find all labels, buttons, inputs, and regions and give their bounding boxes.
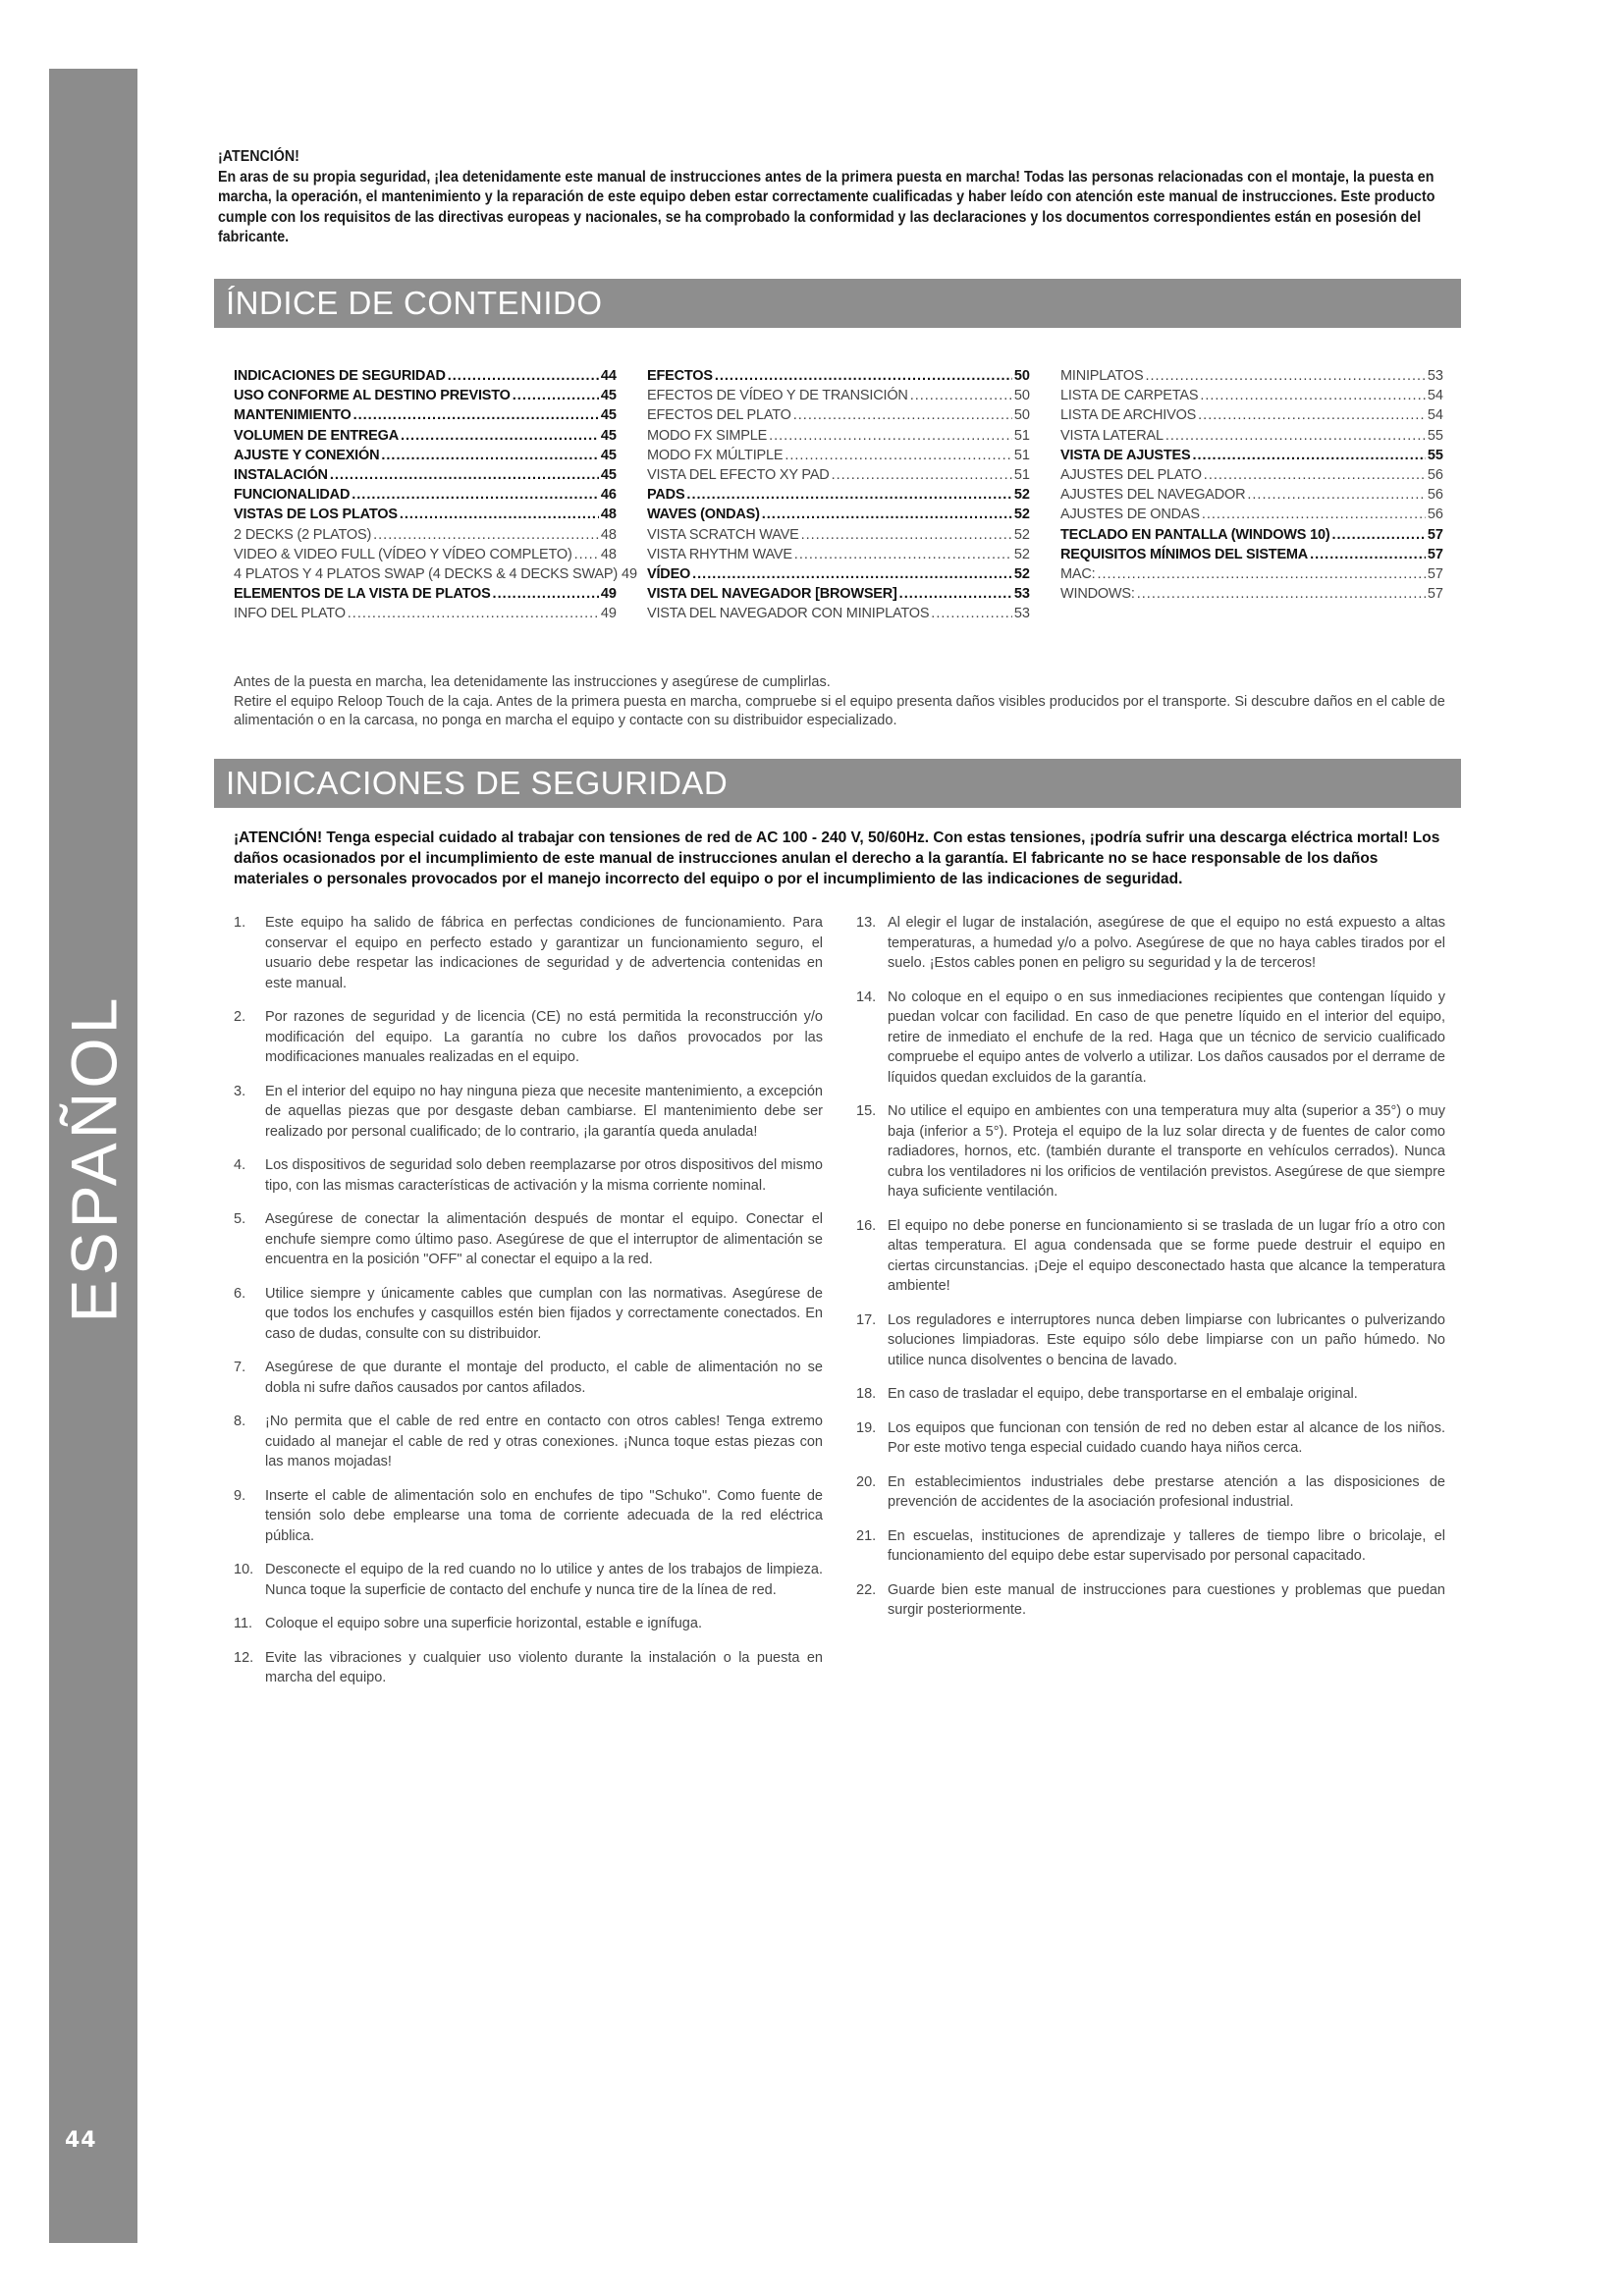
toc-entry-page: 57 <box>1427 526 1443 543</box>
intro-heading: ¡ATENCIÓN! <box>218 148 299 165</box>
toc-entry <box>647 584 1030 604</box>
toc-column-3 <box>1060 366 1443 624</box>
safety-item-text: En el interior del equipo no hay ninguna pieza que necesite mantenimiento, a excepción de aquellas piezas que por desgaste deban cambiarse. El mantenimiento debe ser realizado por personal cualificado; de lo contrario, ¡la garantía queda anulada! <box>265 1083 823 1140</box>
safety-item-number: 3. <box>234 1083 246 1099</box>
toc-leader-dots <box>400 505 599 524</box>
safety-item-text: En establecimientos industriales debe prestarse atención a las disposiciones de prevención de accidentes de la asociación profesional industrial. <box>888 1473 1445 1510</box>
toc-leader-dots <box>381 446 599 465</box>
toc-entry <box>1060 426 1443 446</box>
toc-entry-label: INFO DEL PLATO <box>234 606 346 622</box>
toc-entry-label: VISTA DE AJUSTES <box>1060 447 1191 463</box>
safety-item-text: El equipo no debe ponerse en funcionamiento si se traslada de un lugar frío a otro con altas temperatura. El agua condensada que se forme puede destruir el equipo en ciertas circunstancias. ¡Deje el equipo desconectado hasta que alcance la temperatura ambiente! <box>888 1217 1445 1294</box>
toc-entry-label: PADS <box>647 487 685 504</box>
toc-entry-label: AJUSTES DEL PLATO <box>1060 467 1202 484</box>
safety-item-text: Evite las vibraciones y cualquier uso violento durante la instalación o la puesta en marcha del equipo. <box>265 1649 823 1685</box>
toc-leader-dots <box>715 366 1012 386</box>
toc-entry <box>647 465 1030 485</box>
safety-item-text: Los reguladores e interruptores nunca deben limpiarse con lubricantes o pulverizando soluciones limpiadoras. Este equipo sólo debe limpiarse con un paño húmedo. No utilice nunca disolventes o bencina de lavado. <box>888 1311 1445 1368</box>
toc-entry <box>234 485 617 505</box>
toc-leader-dots <box>352 485 599 505</box>
toc-leader-dots <box>1137 584 1426 604</box>
safety-item-text: No utilice el equipo en ambientes con una temperatura muy alta (superior a 35°) o muy baja (inferior a 5°). Proteja el equipo de la luz solar directa y de fuentes de calor como radiadores, hornos, etc. (también durante el transporte en vehículos cerrados). Nunca cubra los ventiladores ni los orificios de ventilación previstos. Asegúrese de que siempre haya suficiente ventilación. <box>888 1103 1445 1200</box>
safety-item-text: Al elegir el lugar de instalación, asegúrese de que el equipo no está expuesto a altas temperaturas, a humedad y/o a polvo. Asegúrese de que no haya cables tirados por el suelo. ¡Estos cables ponen en peligro su seguridad y la de terceros! <box>888 915 1445 971</box>
safety-item-number: 9. <box>234 1487 246 1504</box>
toc-title: ÍNDICE DE CONTENIDO <box>214 279 1461 328</box>
safety-item <box>234 1648 823 1688</box>
safety-item <box>856 913 1445 974</box>
pre-start-line-1: Antes de la puesta en marcha, lea detenidamente las instrucciones y asegúrese de cumplirlas. <box>234 674 831 690</box>
toc-leader-dots <box>794 545 1012 564</box>
toc-leader-dots <box>401 426 599 446</box>
toc-entry-page: 45 <box>600 427 617 444</box>
toc-entry <box>1060 465 1443 485</box>
safety-item-text: Coloque el equipo sobre una superficie horizontal, estable e ignífuga. <box>265 1616 702 1631</box>
toc-leader-dots <box>1204 465 1426 485</box>
table-of-contents <box>234 366 1443 624</box>
toc-entry-page: 51 <box>1013 467 1030 484</box>
toc-entry <box>234 405 617 425</box>
toc-leader-dots <box>1165 426 1426 446</box>
toc-entry-page: 54 <box>1427 388 1443 404</box>
toc-entry-label: VISTAS DE LOS PLATOS <box>234 507 398 523</box>
toc-entry <box>1060 545 1443 564</box>
toc-entry-label: VÍDEO <box>647 566 691 583</box>
toc-entry-label: AJUSTES DEL NAVEGADOR <box>1060 487 1246 504</box>
toc-leader-dots <box>769 426 1012 446</box>
toc-entry <box>234 366 617 386</box>
safety-item <box>856 1526 1445 1567</box>
toc-entry-label: FUNCIONALIDAD <box>234 487 351 504</box>
toc-entry-page: 45 <box>600 407 617 424</box>
safety-item <box>856 1384 1445 1405</box>
safety-item-number: 15. <box>856 1103 877 1119</box>
toc-entry-page: 55 <box>1427 447 1443 463</box>
toc-entry-label: WINDOWS: <box>1060 586 1135 603</box>
toc-entry-page: 57 <box>1427 546 1443 562</box>
safety-item-text: Utilice siempre y únicamente cables que cumplan con las normativas. Asegúrese de que todos los enchufes y casquillos estén bien fijados y correctamente conectados. En caso de dudas, consulte con su distribuidor. <box>265 1285 823 1342</box>
toc-entry-page: 57 <box>1427 586 1443 603</box>
safety-item-number: 5. <box>234 1211 246 1227</box>
toc-leader-dots <box>513 386 599 405</box>
safety-item-number: 22. <box>856 1581 877 1598</box>
toc-leader-dots <box>448 366 599 386</box>
safety-item <box>234 1560 823 1600</box>
toc-entry <box>234 505 617 524</box>
toc-entry-page: 52 <box>1013 546 1030 562</box>
toc-entry-page: 52 <box>1013 566 1030 583</box>
toc-leader-dots <box>574 545 599 564</box>
page-number: 44 <box>65 2128 97 2153</box>
toc-entry <box>234 426 617 446</box>
toc-entry <box>647 426 1030 446</box>
safety-item-text: Los equipos que funcionan con tensión de red no deben estar al alcance de los niños. Por este motivo tenga especial cuidado cuando haya niños cerca. <box>888 1419 1445 1456</box>
toc-leader-dots <box>493 584 599 604</box>
toc-leader-dots <box>1247 485 1425 505</box>
pre-start-notes <box>234 673 1451 731</box>
toc-entry <box>1060 405 1443 425</box>
toc-entry <box>234 564 638 584</box>
safety-item-text: En caso de trasladar el equipo, debe transportarse en el embalaje original. <box>888 1386 1358 1402</box>
toc-entry-page: 54 <box>1427 407 1443 424</box>
toc-entry <box>1060 505 1443 524</box>
toc-entry <box>1060 386 1443 405</box>
safety-title: INDICACIONES DE SEGURIDAD <box>214 759 1461 808</box>
safety-item-text: Por razones de seguridad y de licencia (CE) no está permitida la reconstrucción y/o modificación del equipo. La garantía no cubre los daños provocados por las modificaciones manuales realizadas en el equipo. <box>265 1009 823 1065</box>
toc-entry-label: AJUSTE Y CONEXIÓN <box>234 447 380 463</box>
safety-item-number: 2. <box>234 1009 246 1025</box>
safety-item-text: Desconecte el equipo de la red cuando no lo utilice y antes de los trabajos de limpieza. Nunca toque la superficie de contacto del enchufe y nunca tire de la línea de red. <box>265 1562 823 1598</box>
safety-item-text: Asegúrese de conectar la alimentación después de montar el equipo. Conectar el enchufe siempre como último paso. Asegúrese de que el interruptor de alimentación se encuentra en la posición "OFF" al conectar el equipo a la red. <box>265 1211 823 1267</box>
safety-item-text: Inserte el cable de alimentación solo en enchufes de tipo "Schuko". Como fuente de tensión solo debe emplearse una toma de corriente adecuada de la red eléctrica pública. <box>265 1487 823 1544</box>
toc-leader-dots <box>348 604 599 623</box>
toc-entry <box>234 604 617 623</box>
toc-entry <box>647 405 1030 425</box>
safety-item <box>234 1358 823 1398</box>
safety-item <box>234 1209 823 1270</box>
toc-entry-page: 53 <box>1427 368 1443 384</box>
toc-leader-dots <box>1097 564 1425 584</box>
safety-item <box>234 1486 823 1547</box>
toc-entry <box>647 366 1030 386</box>
toc-entry-page: 53 <box>1013 606 1030 622</box>
toc-entry <box>234 386 617 405</box>
toc-entry-page: 56 <box>1427 507 1443 523</box>
toc-entry-label: WAVES (ONDAS) <box>647 507 760 523</box>
toc-entry <box>1060 525 1443 545</box>
toc-entry-page: 56 <box>1427 487 1443 504</box>
toc-entry-page: 57 <box>1427 566 1443 583</box>
safety-list-right <box>856 913 1445 1634</box>
safety-item-number: 12. <box>234 1649 254 1666</box>
toc-leader-dots <box>801 525 1012 545</box>
safety-item <box>234 1007 823 1068</box>
toc-entry <box>647 604 1030 623</box>
toc-entry-label: EFECTOS <box>647 368 713 384</box>
toc-leader-dots <box>1192 446 1425 465</box>
toc-entry-label: ELEMENTOS DE LA VISTA DE PLATOS <box>234 586 491 603</box>
toc-leader-dots <box>330 465 599 485</box>
toc-leader-dots <box>1202 505 1426 524</box>
toc-entry-page: 52 <box>1013 487 1030 504</box>
safety-item <box>234 1614 823 1634</box>
toc-entry-page: 52 <box>1013 526 1030 543</box>
toc-entry-label: LISTA DE ARCHIVOS <box>1060 407 1197 424</box>
safety-item-number: 1. <box>234 915 246 931</box>
safety-item-number: 17. <box>856 1311 877 1328</box>
toc-entry <box>234 584 617 604</box>
toc-entry-label: MAC: <box>1060 566 1096 583</box>
toc-entry-label: VISTA LATERAL <box>1060 427 1164 444</box>
toc-leader-dots <box>910 386 1012 405</box>
toc-entry-page: 49 <box>600 586 617 603</box>
toc-entry-page: 48 <box>600 507 617 523</box>
toc-entry-page: 53 <box>1013 586 1030 603</box>
toc-entry-label: VISTA RHYTHM WAVE <box>647 546 792 562</box>
toc-leader-dots <box>1331 525 1425 545</box>
toc-entry <box>647 505 1030 524</box>
safety-item <box>234 1082 823 1143</box>
safety-list-left <box>234 913 823 1702</box>
pre-start-line-2: Retire el equipo Reloop Touch de la caja. Antes de la primera puesta en marcha, compruebe si el equipo presenta daños visibles producidos por el transporte. Si descubre daños en el cable de alimentación o en la carcasa, no ponga en marcha el equipo y contacte con su distribuidor especializado. <box>234 693 1445 728</box>
safety-item <box>234 1284 823 1345</box>
toc-entry <box>647 446 1030 465</box>
toc-entry-label: 4 PLATOS Y 4 PLATOS SWAP (4 DECKS & 4 DECKS SWAP) <box>234 566 618 583</box>
toc-entry-page: 50 <box>1013 368 1030 384</box>
safety-item-text: Asegúrese de que durante el montaje del producto, el cable de alimentación no se dobla ni sufre daños causados por cantos afilados. <box>265 1360 823 1396</box>
safety-item-text: Guarde bien este manual de instrucciones para cuestiones y problemas que puedan surgir posteriormente. <box>888 1581 1445 1618</box>
intro-text: En aras de su propia seguridad, ¡lea detenidamente este manual de instrucciones antes de la primera puesta en marcha! Todas las personas relacionadas con el montaje, la puesta en marcha, la operación, el mantenimiento y la reparación de este equipo deben estar correctamente cualificadas y haber leído con atención este manual de instrucciones. Este producto cumple con los requisitos de las directivas europeas y nacionales, se ha comprobado la conformidad y las declaraciones y los documentos correspondientes están en posesión del fabricante. <box>218 168 1435 245</box>
toc-entry-page: 45 <box>600 467 617 484</box>
safety-item <box>856 1418 1445 1459</box>
toc-entry-label: EFECTOS DEL PLATO <box>647 407 791 424</box>
toc-entry <box>1060 485 1443 505</box>
toc-entry-page: 51 <box>1013 447 1030 463</box>
safety-item-text: Este equipo ha salido de fábrica en perfectas condiciones de funcionamiento. Para conservar el equipo en perfecto estado y garantizar un funcionamiento seguro, el usuario debe respetar las indicaciones de seguridad y de advertencia contenidas en este manual. <box>265 915 823 991</box>
toc-entry-page: 50 <box>1013 407 1030 424</box>
toc-entry-label: INDICACIONES DE SEGURIDAD <box>234 368 446 384</box>
safety-item-number: 20. <box>856 1473 877 1490</box>
toc-leader-dots <box>899 584 1012 604</box>
toc-entry-label: LISTA DE CARPETAS <box>1060 388 1199 404</box>
toc-column-1 <box>234 366 638 624</box>
safety-item-text: No coloque en el equipo o en sus inmediaciones recipientes que contengan líquido y puedan volcar con facilidad. En caso de que penetre líquido en el interior del equipo, retire de inmediato el enchufe de la red. Haga que un técnico de servicio cualificado compruebe el equipo antes de volverlo a utilizar. Los daños causados por el derrame de líquidos quedan excluidos de la garantía. <box>888 988 1445 1086</box>
sidebar-language-label: ESPAÑOL <box>57 993 130 1323</box>
toc-leader-dots <box>931 604 1012 623</box>
safety-item-number: 18. <box>856 1386 877 1402</box>
toc-leader-dots <box>785 446 1012 465</box>
toc-entry-page: 51 <box>1013 427 1030 444</box>
toc-leader-dots <box>1145 366 1425 386</box>
toc-entry <box>1060 584 1443 604</box>
toc-entry-page: 49 <box>621 566 638 583</box>
safety-item-number: 14. <box>856 988 877 1005</box>
toc-entry <box>1060 366 1443 386</box>
safety-item-number: 11. <box>234 1616 253 1631</box>
toc-entry-label: VOLUMEN DE ENTREGA <box>234 427 399 444</box>
toc-leader-dots <box>1310 545 1426 564</box>
toc-entry-page: 50 <box>1013 388 1030 404</box>
toc-entry-label: VISTA SCRATCH WAVE <box>647 526 799 543</box>
toc-entry-label: AJUSTES DE ONDAS <box>1060 507 1200 523</box>
safety-item-number: 7. <box>234 1360 246 1375</box>
toc-entry <box>234 545 617 564</box>
safety-item <box>856 1310 1445 1371</box>
toc-entry-page: 48 <box>600 546 617 562</box>
toc-leader-dots <box>793 405 1012 425</box>
toc-entry-label: MANTENIMIENTO <box>234 407 352 424</box>
toc-entry-label: MODO FX MÚLTIPLE <box>647 447 784 463</box>
safety-item-number: 4. <box>234 1157 246 1173</box>
toc-entry-page: 55 <box>1427 427 1443 444</box>
toc-entry <box>647 386 1030 405</box>
safety-item <box>234 1412 823 1472</box>
toc-entry <box>1060 564 1443 584</box>
toc-entry-page: 56 <box>1427 467 1443 484</box>
toc-entry-label: 2 DECKS (2 PLATOS) <box>234 526 372 543</box>
toc-leader-dots <box>1200 386 1426 405</box>
safety-warning: ¡ATENCIÓN! Tenga especial cuidado al trabajar con tensiones de red de AC 100 - 240 V, 50/60Hz. Con estas tensiones, ¡podría sufrir una descarga eléctrica mortal! Los daños ocasionados por el incumplimiento de este manual de instrucciones anulan el derecho a la garantía. El fabricante no se hace responsable de los daños materiales o personales provocados por el manejo incorrecto del equipo o por el incumplimiento de las indicaciones de seguridad. <box>234 829 1440 887</box>
toc-leader-dots <box>762 505 1012 524</box>
safety-item <box>856 1101 1445 1202</box>
safety-item-number: 6. <box>234 1285 246 1302</box>
toc-entry <box>647 485 1030 505</box>
safety-item-number: 13. <box>856 915 877 931</box>
toc-entry <box>234 465 617 485</box>
safety-item-number: 21. <box>856 1527 877 1544</box>
safety-item-text: En escuelas, instituciones de aprendizaje y talleres de tiempo libre o bricolaje, el funcionamiento del equipo debe estar supervisado por personal capacitado. <box>888 1527 1445 1564</box>
safety-item-number: 8. <box>234 1414 246 1429</box>
toc-entry-label: EFECTOS DE VÍDEO Y DE TRANSICIÓN <box>647 388 908 404</box>
toc-entry-label: VISTA DEL NAVEGADOR CON MINIPLATOS <box>647 606 930 622</box>
toc-leader-dots <box>353 405 599 425</box>
safety-item <box>234 1155 823 1196</box>
toc-leader-dots <box>692 564 1012 584</box>
toc-entry-page: 49 <box>600 606 617 622</box>
toc-entry <box>647 564 1030 584</box>
safety-item-text: ¡No permita que el cable de red entre en contacto con otros cables! Tenga extremo cuidado al manejar el cable de red y otras conexiones. ¡Nunca toque estas piezas con las manos mojadas! <box>265 1414 823 1469</box>
toc-leader-dots <box>1198 405 1426 425</box>
toc-entry-page: 45 <box>600 447 617 463</box>
toc-entry <box>647 525 1030 545</box>
toc-entry-label: VISTA DEL NAVEGADOR [BROWSER] <box>647 586 897 603</box>
toc-entry-page: 46 <box>600 487 617 504</box>
safety-item <box>856 1472 1445 1513</box>
toc-leader-dots <box>686 485 1011 505</box>
intro-warning <box>218 147 1461 248</box>
toc-entry-label: VISTA DEL EFECTO XY PAD <box>647 467 830 484</box>
toc-entry-page: 45 <box>600 388 617 404</box>
safety-item <box>856 988 1445 1089</box>
toc-entry-label: MODO FX SIMPLE <box>647 427 768 444</box>
safety-item <box>234 913 823 993</box>
toc-leader-dots <box>832 465 1012 485</box>
toc-entry-page: 52 <box>1013 507 1030 523</box>
safety-item <box>856 1580 1445 1621</box>
toc-leader-dots <box>373 525 599 545</box>
toc-entry-label: MINIPLATOS <box>1060 368 1144 384</box>
safety-item-number: 19. <box>856 1419 877 1436</box>
safety-item-number: 16. <box>856 1217 877 1234</box>
toc-entry <box>234 525 617 545</box>
safety-item-number: 10. <box>234 1562 254 1577</box>
toc-entry <box>1060 446 1443 465</box>
toc-entry-label: REQUISITOS MÍNIMOS DEL SISTEMA <box>1060 546 1309 562</box>
toc-entry-label: TECLADO EN PANTALLA (WINDOWS 10) <box>1060 526 1330 543</box>
toc-entry-label: USO CONFORME AL DESTINO PREVISTO <box>234 388 511 404</box>
toc-entry <box>647 545 1030 564</box>
safety-item <box>856 1216 1445 1297</box>
toc-entry-page: 48 <box>600 526 617 543</box>
toc-entry-label: INSTALACIÓN <box>234 467 328 484</box>
toc-entry-page: 44 <box>600 368 617 384</box>
safety-item-text: Los dispositivos de seguridad solo deben reemplazarse por otros dispositivos del mismo tipo, con las mismas características de activación y la misma corriente nominal. <box>265 1157 823 1194</box>
toc-entry <box>234 446 617 465</box>
toc-entry-label: VIDEO & VIDEO FULL (VÍDEO Y VÍDEO COMPLETO) <box>234 546 572 562</box>
toc-column-2 <box>647 366 1030 624</box>
